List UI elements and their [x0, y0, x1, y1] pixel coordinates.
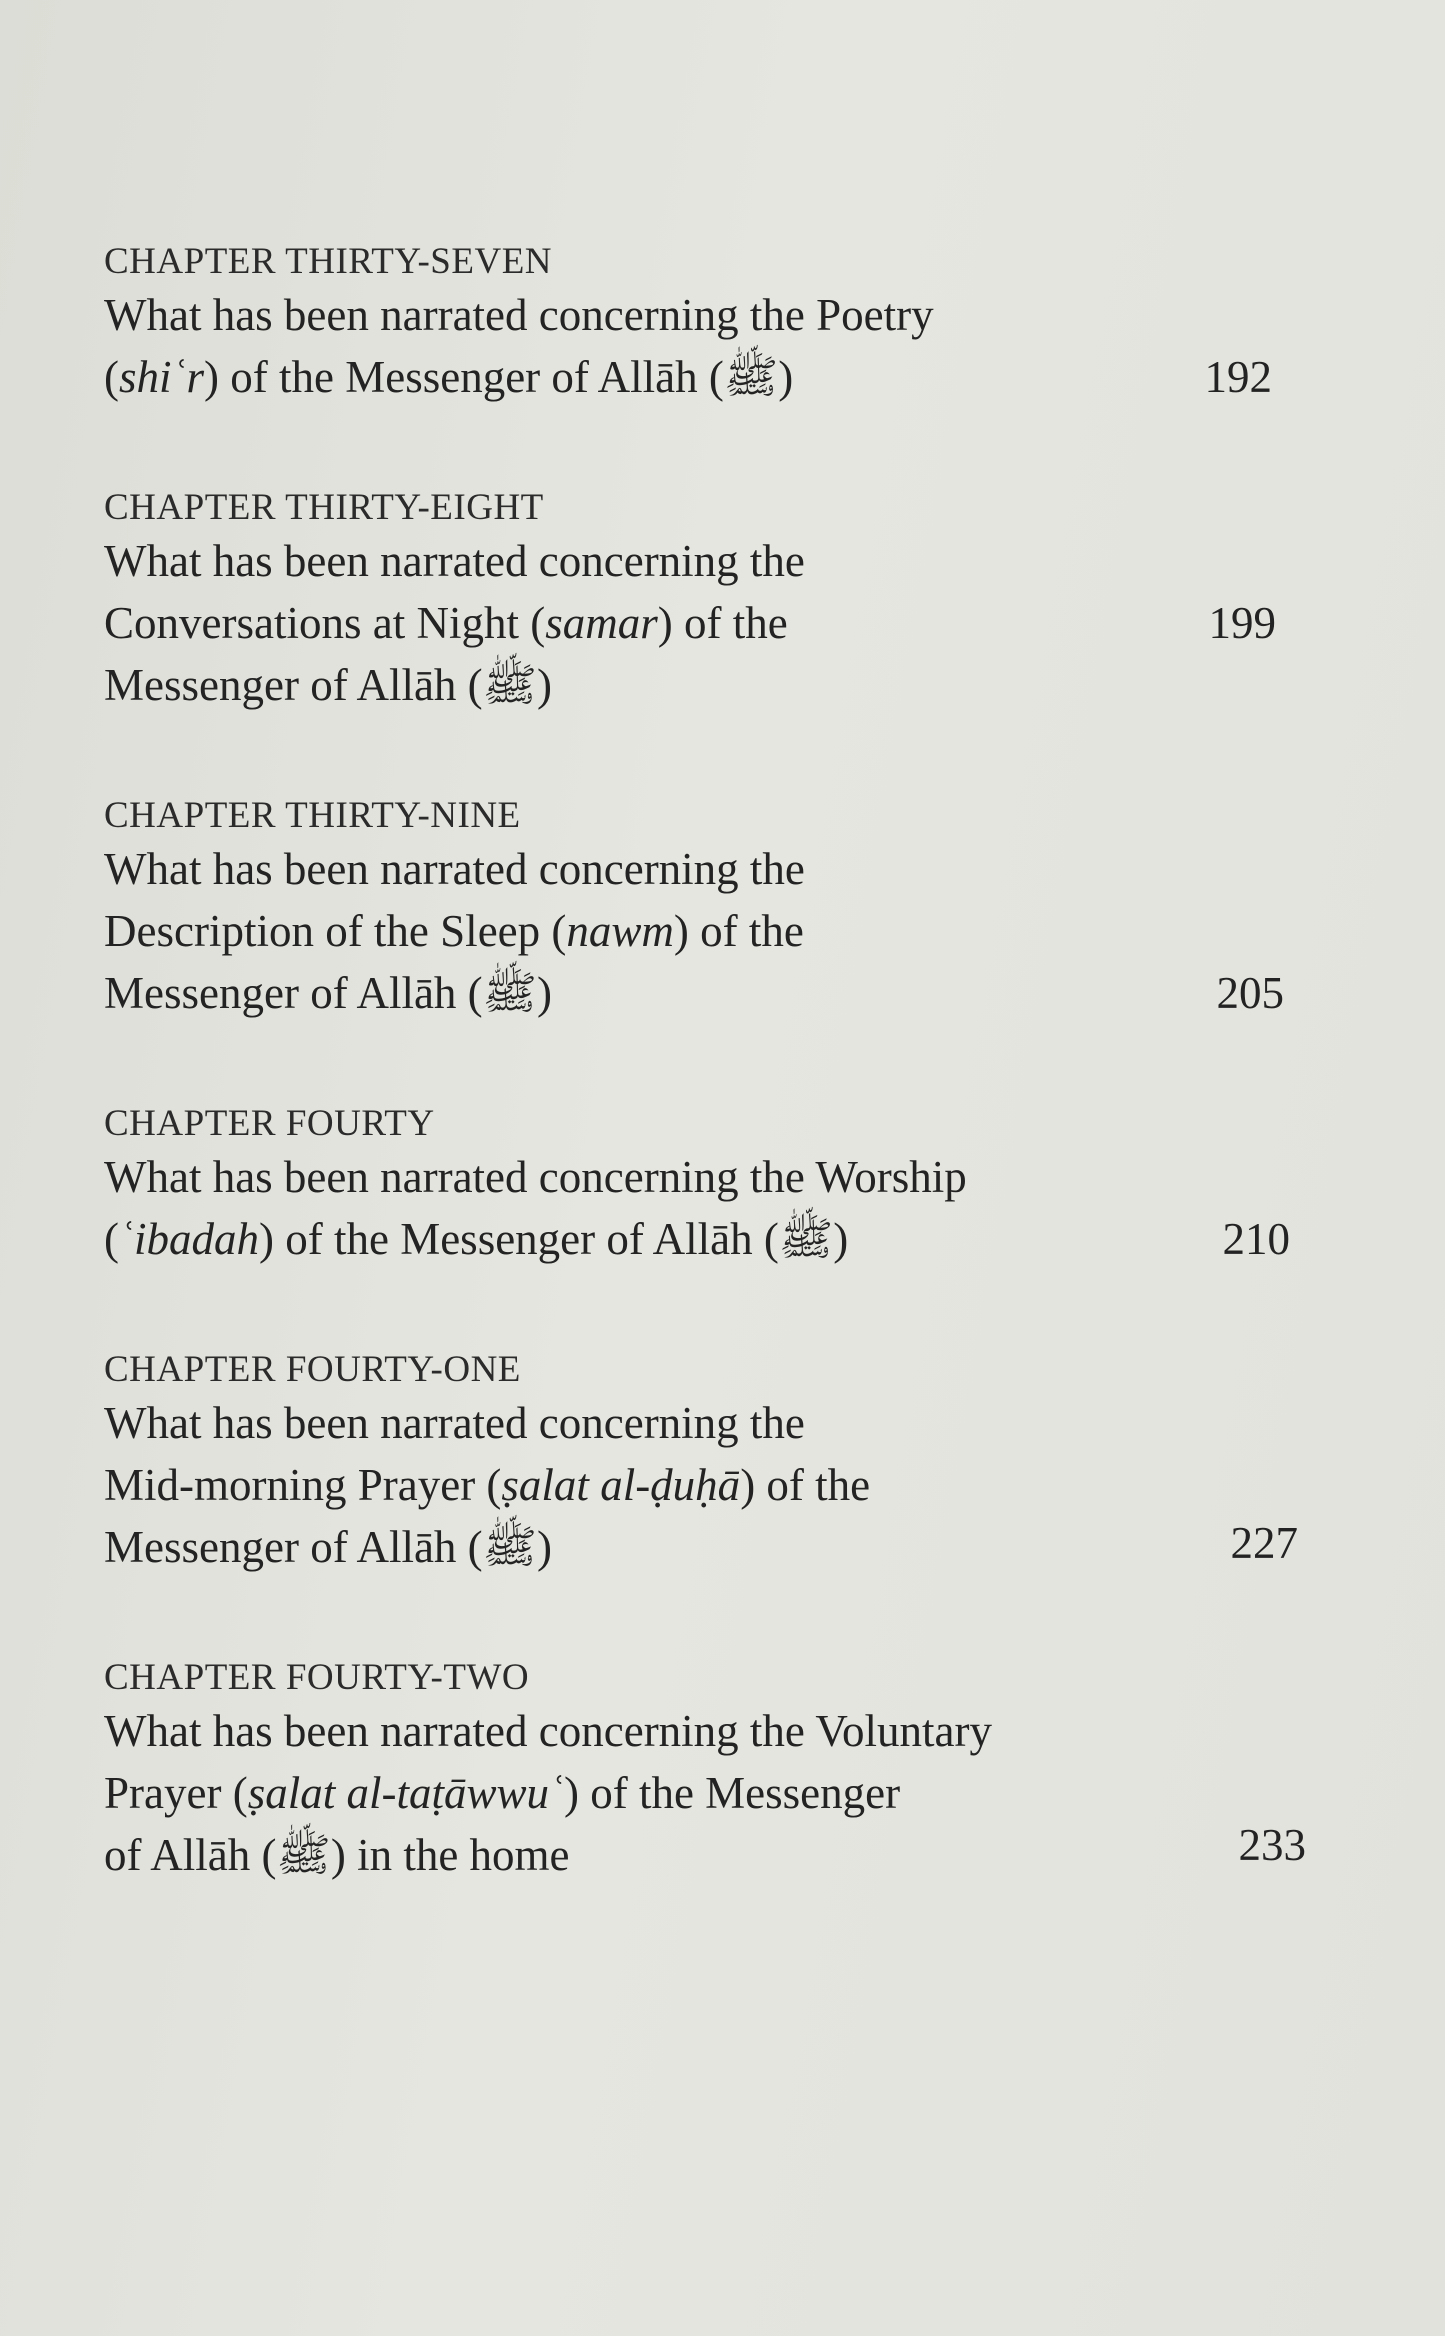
chapter-title-line: What has been narrated concerning the Worship — [104, 1152, 967, 1202]
chapter-title-line: What has been narrated concerning the — [104, 1398, 805, 1448]
toc-entry — [104, 240, 1284, 408]
table-of-contents — [104, 240, 1306, 1964]
chapter-label: CHAPTER THIRTY-NINE — [104, 795, 521, 836]
chapter-title-line: What has been narrated concerning the Voluntary — [104, 1706, 993, 1756]
chapter-label: CHAPTER FOURTY-TWO — [104, 1657, 530, 1698]
page-number: 205 — [1216, 968, 1284, 1018]
toc-entry — [104, 1102, 1290, 1270]
chapter-label: CHAPTER FOURTY-ONE — [104, 1349, 521, 1390]
chapter-title-line: What has been narrated concerning the Poetry — [104, 290, 934, 340]
toc-entry — [104, 1348, 1298, 1578]
chapter-title-line: Description of the Sleep (nawm) of the — [104, 906, 804, 956]
chapter-title-line: Messenger of Allāh (ﷺ) — [104, 968, 553, 1018]
chapter-label: CHAPTER FOURTY — [104, 1103, 435, 1144]
chapter-title-line: What has been narrated concerning the — [104, 536, 805, 586]
chapter-title-line: Messenger of Allāh (ﷺ) — [104, 660, 553, 710]
toc-entry — [104, 1656, 1306, 1886]
chapter-title-line: Mid-morning Prayer (ṣalat al-ḍuḥā) of the — [104, 1460, 871, 1510]
toc-entry — [104, 486, 1284, 716]
chapter-title-line: of Allāh (ﷺ) in the home — [104, 1830, 570, 1880]
chapter-title-line: (ʿibadah) of the Messenger of Allāh (ﷺ) — [104, 1214, 849, 1264]
chapter-title-line: Messenger of Allāh (ﷺ) — [104, 1522, 553, 1572]
toc-entry — [104, 794, 1284, 1024]
chapter-label: CHAPTER THIRTY-EIGHT — [104, 487, 544, 528]
chapter-title-line: What has been narrated concerning the — [104, 844, 805, 894]
chapter-title-line: Prayer (ṣalat al-taṭāwwuʿ) of the Messenger — [104, 1768, 901, 1818]
chapter-title-line: (shiʿr) of the Messenger of Allāh (ﷺ) — [104, 352, 794, 402]
chapter-label: CHAPTER THIRTY-SEVEN — [104, 241, 553, 282]
page-number: 199 — [1208, 598, 1276, 648]
page-number: 233 — [1238, 1820, 1306, 1870]
page-number: 192 — [1204, 352, 1272, 402]
chapter-title-line: Conversations at Night (samar) of the — [104, 598, 788, 648]
page-number: 227 — [1230, 1518, 1298, 1568]
page-number: 210 — [1222, 1214, 1290, 1264]
